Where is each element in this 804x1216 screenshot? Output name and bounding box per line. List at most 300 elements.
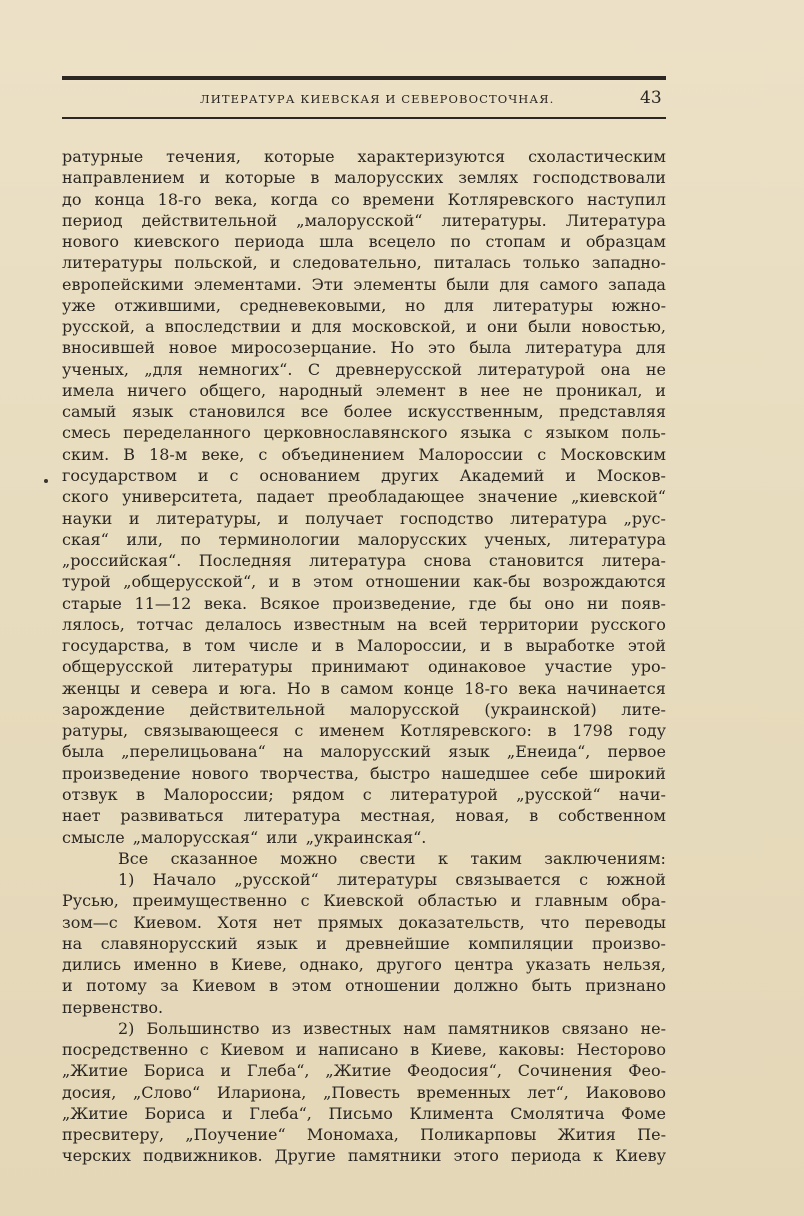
word: лет“, <box>527 1082 569 1102</box>
word: не <box>522 380 543 400</box>
word: переводы <box>584 912 666 932</box>
word: Письмо <box>328 1103 393 1123</box>
text-line <box>62 337 666 358</box>
word: и <box>128 508 140 528</box>
word: Начало <box>152 870 217 890</box>
word: малорусских <box>357 529 467 549</box>
word: возрождаются <box>542 572 666 592</box>
word: дились <box>62 955 122 975</box>
word: с <box>294 721 304 741</box>
text-line <box>62 210 666 231</box>
word: быть <box>531 976 572 996</box>
word: Несторово <box>576 1040 666 1060</box>
word: новостью, <box>581 317 666 337</box>
word: русской, <box>62 317 135 337</box>
word: элементами. <box>193 274 302 294</box>
word: уже <box>62 295 96 315</box>
word: творчества, <box>259 763 359 783</box>
word: или <box>266 827 298 847</box>
word: Хотя <box>217 912 258 932</box>
page-number: 43 <box>640 88 662 108</box>
word: землях <box>458 168 519 188</box>
word: в <box>503 636 513 656</box>
word: со <box>330 189 350 209</box>
text-line <box>62 890 666 911</box>
word: Киеве, <box>430 1040 487 1060</box>
word: литературой <box>477 359 586 379</box>
word: „Слово“ <box>133 1082 201 1102</box>
text-line <box>62 401 666 422</box>
text-line <box>62 912 666 933</box>
word: Пе- <box>637 1125 666 1145</box>
word: Русью, <box>62 891 119 911</box>
word: становился <box>188 402 286 422</box>
word: рядом <box>292 784 345 804</box>
word: древнерусской <box>335 359 463 379</box>
word: досия, <box>62 1082 117 1102</box>
word: известных <box>303 1018 392 1038</box>
word: „русской“ <box>516 784 601 804</box>
word: конца <box>94 189 145 209</box>
word: нового <box>62 232 119 252</box>
word: по <box>450 232 471 252</box>
word: и <box>197 465 209 485</box>
word: Академий <box>459 465 545 485</box>
word: не <box>645 359 666 379</box>
text-line <box>62 933 666 954</box>
text-line <box>62 167 666 188</box>
word: нового <box>191 763 249 783</box>
word: этом <box>291 976 332 996</box>
text-line <box>62 422 666 443</box>
word: язык <box>131 402 174 422</box>
word: литературы. <box>441 210 547 230</box>
text-line <box>62 869 666 890</box>
word: Феодосия“, <box>407 1061 502 1081</box>
word: отношении <box>345 976 441 996</box>
word: литература <box>525 338 623 358</box>
word: нее <box>480 380 511 400</box>
word: Большинство <box>146 1018 260 1038</box>
word: поль- <box>621 423 666 443</box>
text-line <box>62 997 666 1018</box>
word: „Повесть <box>323 1082 400 1102</box>
word: и <box>268 572 280 592</box>
word: памятников <box>448 1018 550 1038</box>
word: как-бы <box>473 572 531 592</box>
word: и <box>221 1103 233 1123</box>
word: участие <box>544 657 613 677</box>
word: памятники <box>347 1146 442 1166</box>
word: нельзя, <box>603 955 666 975</box>
word: подвижников. <box>142 1146 263 1166</box>
word: ученых, <box>62 359 129 379</box>
word: все <box>300 402 329 422</box>
word: главным <box>534 891 608 911</box>
word: Котляревского <box>447 189 575 209</box>
text-line <box>62 1060 666 1081</box>
word: нет <box>273 912 303 932</box>
word: для <box>635 338 666 358</box>
word: и <box>510 891 522 911</box>
word: 18-м <box>149 444 188 464</box>
word: Смолятича <box>510 1103 605 1123</box>
word: малорусских <box>334 168 444 188</box>
word: из <box>271 1018 291 1038</box>
text-line <box>62 784 666 805</box>
word: с <box>300 891 310 911</box>
word: и <box>311 636 322 656</box>
word: Малороссии, <box>357 636 467 656</box>
word: схоластическим <box>528 147 666 166</box>
word: написано <box>318 1040 399 1060</box>
word: миросозерцание. <box>230 338 377 358</box>
word: другого <box>376 955 442 975</box>
word: произведение <box>62 763 181 783</box>
text-line <box>62 571 666 592</box>
margin-mark <box>44 479 48 483</box>
word: Киевской <box>323 891 404 911</box>
word: университета, <box>122 487 243 507</box>
word: „общерусской“, <box>123 572 257 592</box>
word: она <box>600 359 631 379</box>
word: Бориса <box>143 1061 205 1081</box>
word: Киеве, <box>230 955 288 975</box>
word: „для <box>144 359 183 379</box>
word: себе <box>540 763 579 783</box>
word: были <box>528 317 572 337</box>
word: 2) <box>118 1018 135 1038</box>
word: первенство. <box>62 997 164 1017</box>
word: этом <box>313 572 354 592</box>
word: именно <box>133 955 198 975</box>
word: самого <box>539 274 599 294</box>
word: в <box>182 636 192 656</box>
text-line <box>62 444 666 465</box>
word: народный <box>278 380 363 400</box>
word: века <box>518 678 557 698</box>
word: для <box>499 274 530 294</box>
word: в <box>529 806 539 826</box>
word: литература <box>569 529 666 549</box>
word: турой <box>62 572 111 592</box>
text-line <box>62 1145 666 1166</box>
word: питалась <box>433 253 511 273</box>
word: Сочинения <box>517 1061 613 1081</box>
word: господство <box>399 508 494 528</box>
word: ратурные <box>62 147 144 166</box>
text-line <box>62 763 666 784</box>
word: элемент <box>375 380 446 400</box>
word: московской, <box>351 317 457 337</box>
word: когда <box>270 189 318 209</box>
text-line <box>62 508 666 529</box>
word: язык <box>256 933 298 953</box>
word: Фоме <box>621 1103 666 1123</box>
word: делалось <box>205 614 282 634</box>
text-line <box>62 380 666 401</box>
word: смысле <box>62 827 125 847</box>
word: потому <box>86 976 147 996</box>
word: Но <box>286 678 311 698</box>
word: с <box>258 444 268 464</box>
word: уро- <box>631 657 666 677</box>
word: государством <box>62 465 177 485</box>
word: получает <box>305 508 384 528</box>
word: общего, <box>199 380 267 400</box>
word: представляя <box>559 402 666 422</box>
word: литературы, <box>156 508 262 528</box>
word: отношении <box>365 572 461 592</box>
word: переделанного <box>123 423 251 443</box>
word: искусственным, <box>407 402 544 422</box>
word: были <box>446 274 490 294</box>
word: всецело <box>368 232 436 252</box>
word: посредственно <box>62 1040 189 1060</box>
word: таким <box>470 848 522 868</box>
word: западно- <box>591 253 666 273</box>
word: основанием <box>259 465 361 485</box>
word: в <box>335 636 345 656</box>
word: для <box>443 295 475 315</box>
word: течения, <box>166 147 242 166</box>
word: веке, <box>201 444 245 464</box>
word: отжившими, <box>114 295 221 315</box>
word: становится <box>488 551 585 571</box>
word: нает <box>62 806 101 826</box>
word: территории <box>479 614 579 634</box>
word: Поликарповы <box>420 1125 537 1145</box>
word: и <box>199 168 211 188</box>
word: они <box>487 317 518 337</box>
word: 18-го <box>464 678 508 698</box>
word: числе <box>248 636 299 656</box>
word: а <box>145 317 155 337</box>
word: (украинской) <box>484 699 597 719</box>
word: преимущественно <box>132 891 287 911</box>
word: элементы <box>353 274 437 294</box>
word: „малорусская“ <box>132 827 259 847</box>
word: 11—12 <box>134 593 192 613</box>
text-line <box>62 189 666 210</box>
word: к <box>593 1146 604 1166</box>
word: общерусской <box>62 657 174 677</box>
word: „малорусской“ <box>296 210 423 230</box>
word: выработке <box>525 636 615 656</box>
word: самый <box>62 402 117 422</box>
word: запада <box>608 274 666 294</box>
word: новое <box>168 338 218 358</box>
word: Бориса <box>144 1103 206 1123</box>
word: вносившей <box>62 338 155 358</box>
word: Московским <box>560 444 666 464</box>
word: должно <box>453 976 519 996</box>
word: и <box>655 380 666 400</box>
word: связывающееся <box>143 721 279 741</box>
word: и <box>220 1061 232 1081</box>
word: связано <box>561 1018 629 1038</box>
word: Малороссии <box>418 444 524 464</box>
word: и <box>560 232 572 252</box>
word: году <box>628 721 666 741</box>
word: и <box>316 933 327 953</box>
word: где <box>468 593 497 613</box>
word: до <box>62 189 82 209</box>
word: отзвук <box>62 784 118 804</box>
word: ским. <box>62 444 110 464</box>
word: 1) <box>118 870 135 890</box>
word: литературой <box>390 784 498 804</box>
word: лялось, <box>62 614 125 634</box>
word: периода <box>510 1146 581 1166</box>
word: для <box>311 317 342 337</box>
word: литература <box>243 806 341 826</box>
word: лите- <box>621 699 666 719</box>
word: была <box>62 742 105 762</box>
word: обра- <box>621 891 666 911</box>
word: в <box>291 572 301 592</box>
word: это <box>427 338 456 358</box>
word: собственном <box>558 806 666 826</box>
word: южно- <box>611 295 666 315</box>
word: церковнославянского <box>263 423 448 443</box>
word: тотчас <box>136 614 194 634</box>
word: снова <box>423 551 472 571</box>
word: связывается <box>455 870 561 890</box>
word: нашедшее <box>441 763 530 783</box>
text-line <box>62 1103 666 1124</box>
word: ратуры, <box>62 721 129 741</box>
word: этой <box>627 636 666 656</box>
word: в <box>269 976 279 996</box>
word: господствовали <box>533 168 666 188</box>
word: „Житие <box>325 1061 392 1081</box>
text-line <box>62 316 666 337</box>
text-line <box>62 465 666 486</box>
text-line <box>62 1018 666 1039</box>
word: Киеву <box>615 1146 666 1166</box>
word: развиваться <box>120 806 224 826</box>
word: Фео- <box>628 1061 666 1081</box>
word: „Поучение“ <box>185 1125 286 1145</box>
word: действительной <box>141 210 278 230</box>
word: Илариона, <box>216 1082 307 1102</box>
word: с <box>537 444 547 464</box>
word: падает <box>256 487 315 507</box>
word: европейскими <box>62 274 184 294</box>
word: польской, <box>174 253 258 273</box>
text-line <box>62 805 666 826</box>
text-line <box>62 827 666 848</box>
text-line <box>62 231 666 252</box>
word: признано <box>585 976 666 996</box>
word: принимают <box>311 657 410 677</box>
word: оно <box>544 593 575 613</box>
word: смесь <box>62 423 111 443</box>
word: этого <box>453 1146 499 1166</box>
word: на <box>62 933 83 953</box>
word: „перелицьована“ <box>121 742 266 762</box>
word: конце <box>403 678 454 698</box>
word: одинаковое <box>427 657 527 677</box>
word: 1798 <box>572 721 613 741</box>
text-line <box>62 1082 666 1103</box>
word: начи- <box>619 784 666 804</box>
word: по <box>180 529 201 549</box>
word: ского <box>62 487 109 507</box>
word: центра <box>454 955 514 975</box>
word: доказательств, <box>398 912 525 932</box>
word: которые <box>264 147 335 166</box>
word: в <box>410 1040 420 1060</box>
word: ничего <box>127 380 187 400</box>
word: впоследствии <box>164 317 281 337</box>
word: языком <box>545 423 609 443</box>
word: науки <box>62 508 113 528</box>
word: первое <box>607 742 666 762</box>
word: 18-го <box>157 189 202 209</box>
word: на <box>282 742 304 762</box>
word: временных <box>416 1082 511 1102</box>
word: севера <box>151 678 209 698</box>
word: действительной <box>189 699 326 719</box>
word: Эти <box>311 274 344 294</box>
word: литература <box>309 551 407 571</box>
text-line <box>62 252 666 273</box>
word: образцам <box>585 232 666 252</box>
word: „Енеида“, <box>506 742 591 762</box>
word: нам <box>403 1018 436 1038</box>
word: Все <box>118 848 149 868</box>
word: „Житие <box>62 1103 128 1123</box>
word: литературы <box>492 295 593 315</box>
word: можно <box>280 848 338 868</box>
word: следовательно, <box>292 253 422 273</box>
word: и <box>269 253 281 273</box>
word: ская“ <box>62 529 109 549</box>
text-line <box>62 295 666 316</box>
word: в <box>136 784 146 804</box>
word: с <box>229 465 239 485</box>
word: в <box>310 168 320 188</box>
text-line <box>62 635 666 656</box>
word: стопам <box>485 232 546 252</box>
text-line <box>62 486 666 507</box>
word: пресвитеру, <box>62 1125 165 1145</box>
word: Но <box>390 338 415 358</box>
word: немногих“. <box>198 359 293 379</box>
word: не- <box>640 1018 666 1038</box>
word: более <box>343 402 393 422</box>
word: киевского <box>133 232 220 252</box>
word: Литература <box>565 210 666 230</box>
word: времени <box>362 189 435 209</box>
word: была <box>469 338 512 358</box>
text-line <box>62 614 666 635</box>
word: и <box>277 508 289 528</box>
word: В <box>123 444 135 464</box>
text-line <box>62 954 666 975</box>
word: произведение, <box>332 593 457 613</box>
running-head: ЛИТЕРАТУРА КИЕВСКАЯ И СЕВЕРОВОСТОЧНАЯ. <box>200 92 555 106</box>
word: всей <box>429 614 468 634</box>
word: малорусский <box>320 742 432 762</box>
word: в <box>209 955 219 975</box>
word: новая, <box>455 806 510 826</box>
word: и <box>466 317 477 337</box>
text-line <box>62 720 666 741</box>
header-rule-bottom <box>62 117 666 119</box>
